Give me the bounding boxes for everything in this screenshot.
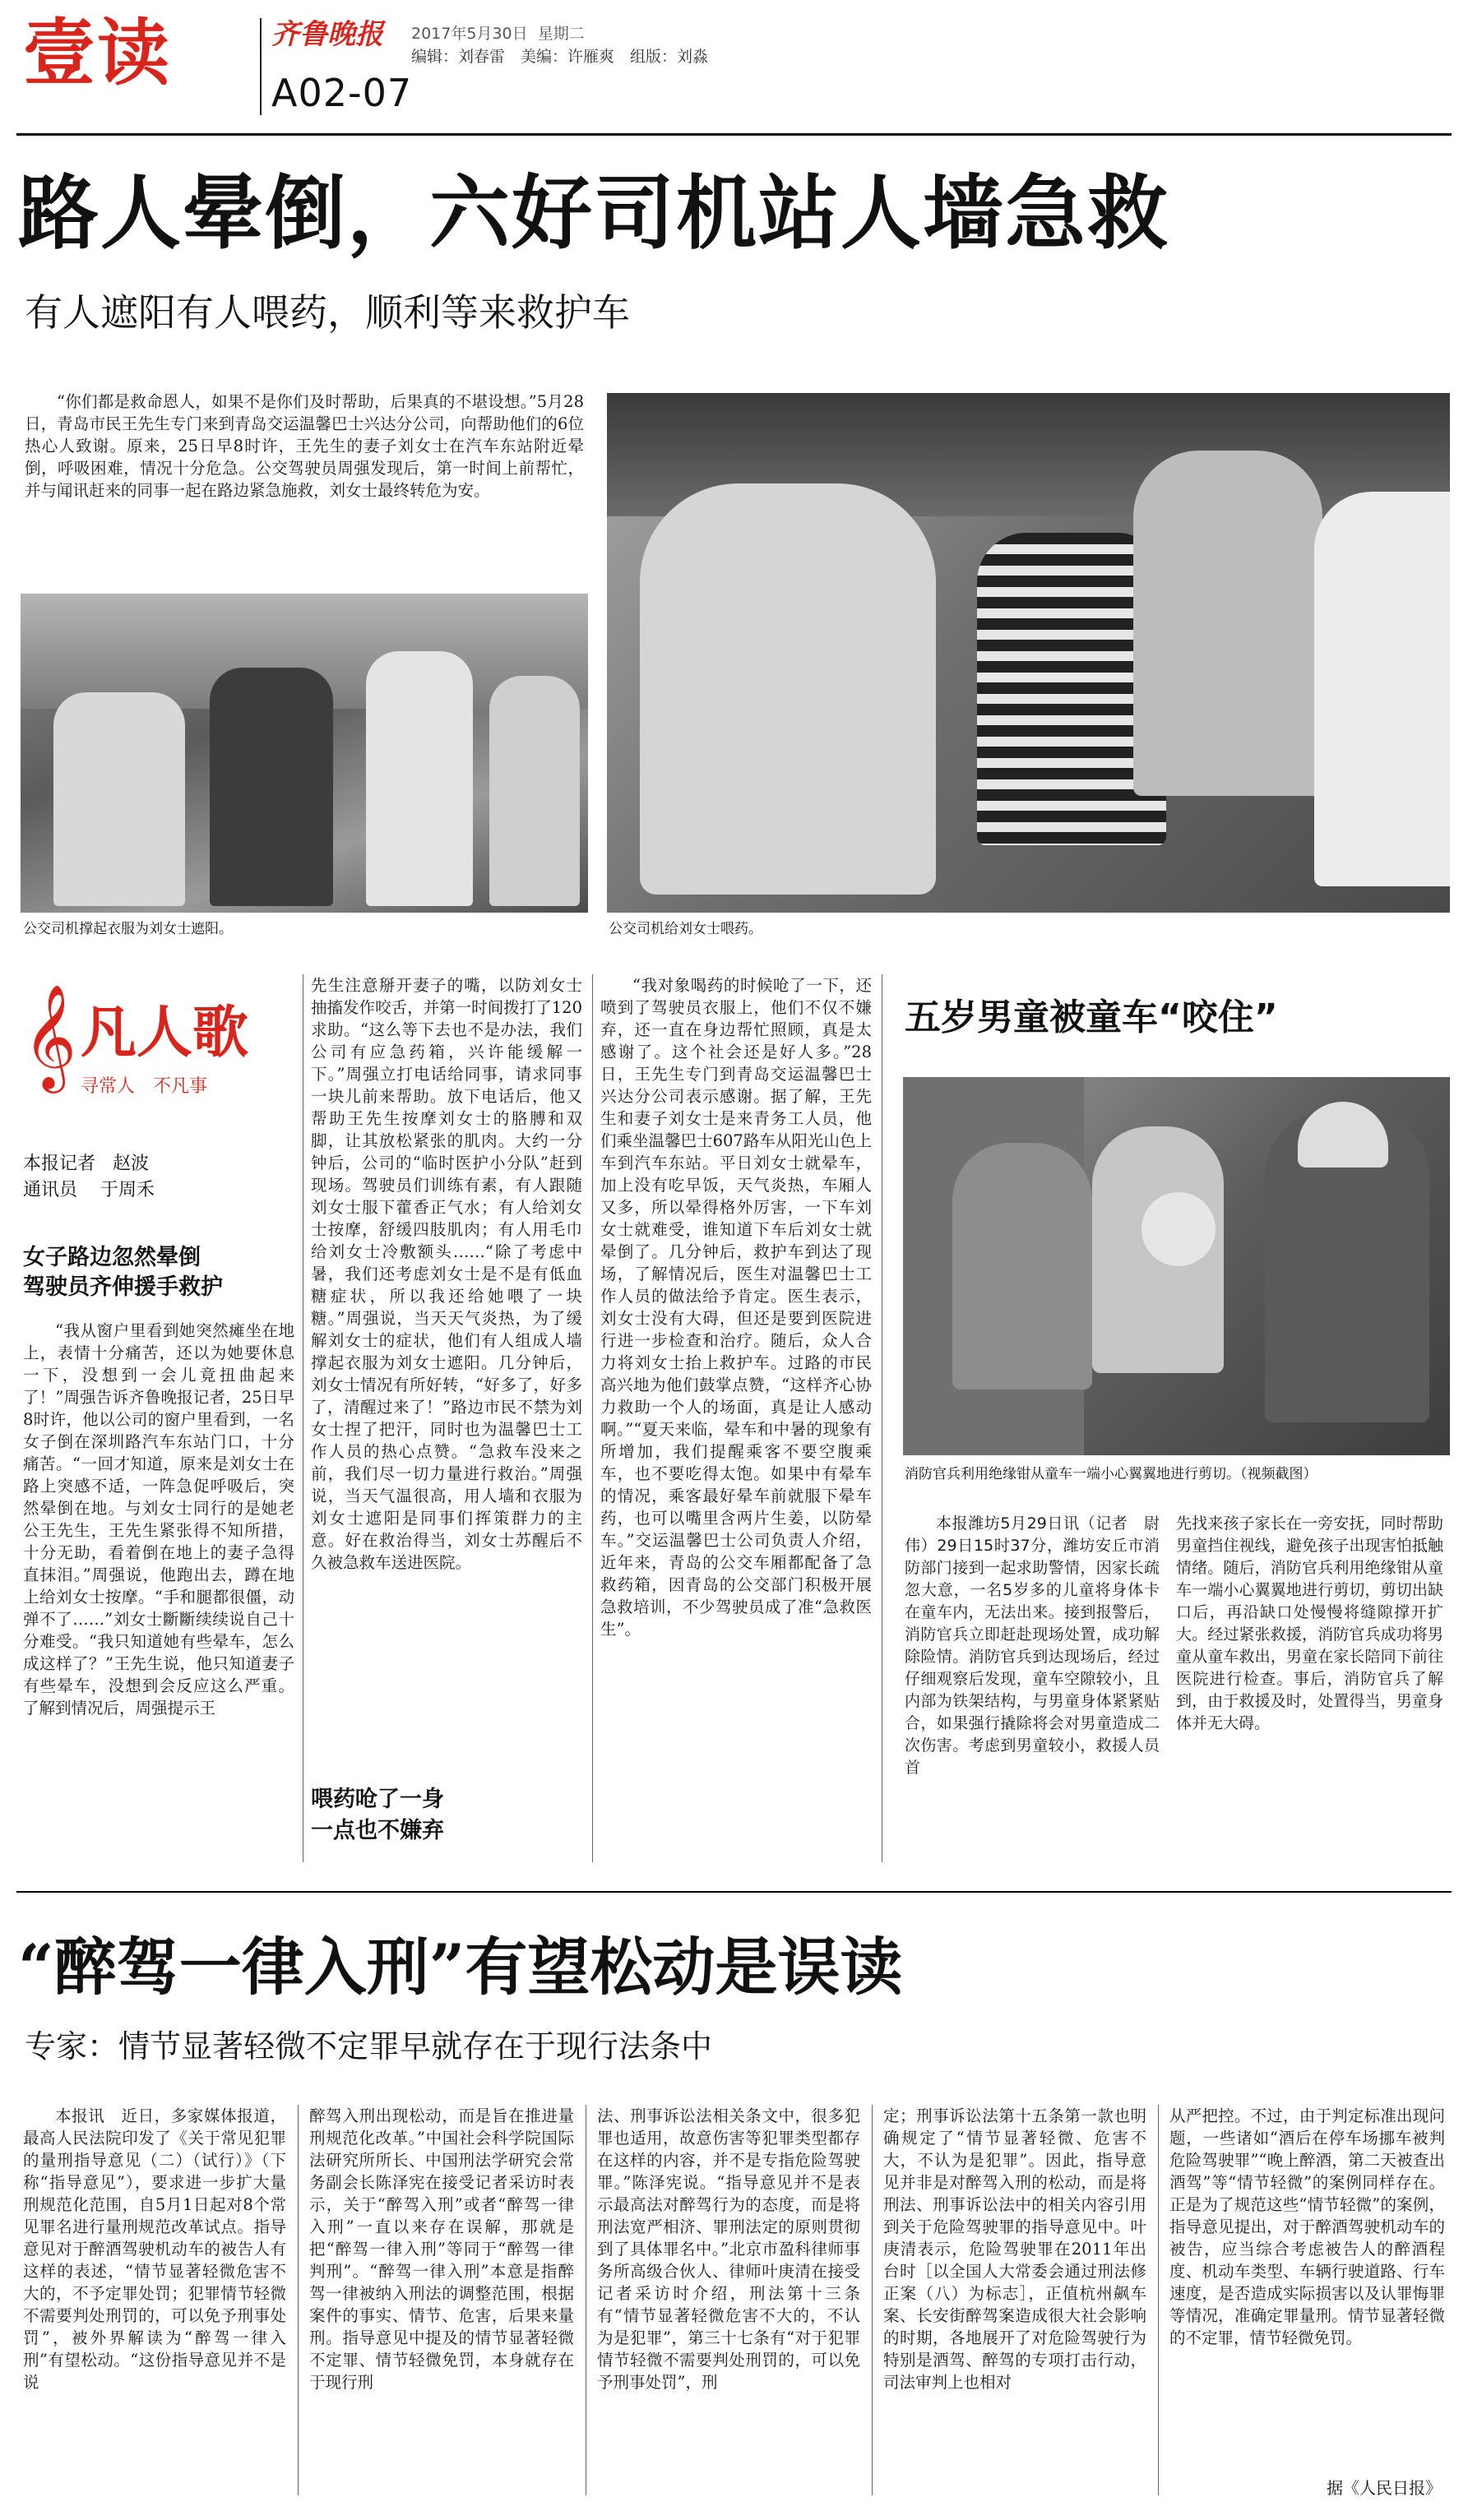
story2-column-b: 先找来孩子家长在一旁安抚，同时帮助男童挡住视线，避免孩子出现害怕抵触情绪。随后，消防官兵利用绝缘钳从童车一端小心翼翼地进行剪切，剪切出缺口后，再沿缺口处慢慢将缝隙撑开扩大。经过紧张救援，消防官兵成功将男童从童车救出，男童在家长陪同下前往医院进行检查。事后，消防官兵了解到，由于救援及时，处置得当，男童身体并无大碍。 [1176, 1514, 1443, 1732]
story1-column-1: “我从窗户里看到她突然瘫坐在地上，表情十分痛苦，还以为她要休息一下，没想到一会儿竟扭曲起来了！”周强告诉齐鲁晚报记者，25日早8时许，他以公司的窗户里看到，一名女子倒在深圳路汽车东站门口，十分痛苦。“一回才知道，原来是刘女士在路上突感不适，一阵急促呼吸后，突然晕倒在地。与刘女士同行的是她老公王先生，王先生紧张得不知所措，十分无助，看着倒在地上的妻子急得直抹泪。”周强说，他跑出去，蹲在地上给刘女士按摩。“手和腿都很僵，动弹不了……”刘女士斷斷续续说自己十分难受。“我只知道她有些晕车，怎么成这样了？”王先生说，他只知道妻子有些晕车，没想到会反应这么严重。了解到情况后，周强提示王 [23, 1321, 294, 1718]
column-name: 凡人歌 [81, 1000, 249, 1066]
photo-medicine [607, 393, 1450, 913]
correspondent-line: 通讯员 于周禾 [23, 1180, 155, 1200]
caption-left: 公交司机撑起衣服为刘女士遮阳。 [23, 921, 233, 937]
story3-source: 据《人民日报》 [1327, 2478, 1442, 2498]
issue-date: 2017年5月30日 星期二 [411, 25, 585, 43]
story3-column-5: 从严把控。不过，由于判定标准出现问题，一些诸如“酒后在停车场挪车被判危险驾驶罪”“晚上醉酒，第二天被查出酒驾”等“情节轻微”的案例同样存在。正是为了规范这些“情节轻微”的案例，指导意见提出，对于醉酒驾驶机动车的被告，应当综合考虑被告人的醉酒程度、机动车类型、车辆行驶道路、行车速度，是否造成实际损害以及认罪悔罪等情况，准确定罪量刑。情节显著轻微的不定罪，情节轻微免罚。 [1169, 2106, 1445, 2347]
page-number: A02-07 [271, 71, 413, 115]
section-rule [16, 1891, 1452, 1893]
photo-shading [21, 594, 588, 913]
story3-headline: “醉驾一律入刑”有望松动是误读 [18, 1930, 903, 2004]
music-note-icon: 𝄞 [23, 983, 77, 1089]
masthead [0, 0, 1468, 132]
story3-column-4: 定；刑事诉讼法第十五条第一款也明确规定了“情节显著轻微、危害不大，不认为是犯罪”。因此，指导意见并非是对醉驾入刑的松动，而是将刑法、刑事诉讼法中的相关内容引用到关于危险驾驶罪的指导意见中。叶庚清表示，危险驾驶罪在2011年出台时［以全国人大常委会通过刑法修正案（八）为标志］，正值杭州飙车案、长安街醉驾案造成很大社会影响的时期，各地展开了对危险驾驶行为特别是酒驾、醉驾的专项打击行动，司法审判上也相对 [883, 2106, 1146, 2392]
story1-subtitle-1: 女子路边忽然晕倒 驾驶员齐伸援手救护 [23, 1245, 223, 1300]
masthead-divider [260, 18, 262, 115]
story2-caption: 消防官兵利用绝缘钳从童车一端小心翼翼地进行剪切。（视频截图） [905, 1466, 1317, 1482]
story3-subhead: 专家：情节显著轻微不定罪早就存在于现行法条中 [25, 2028, 713, 2065]
photo-rescue [903, 1077, 1450, 1455]
story1-lead: “你们都是救命恩人，如果不是你们及时帮助，后果真的不堪设想。”5月28日，青岛市民王先生专门来到青岛交运温馨巴士兴达分公司，向帮助他们的6位热心人致谢。原来，25日早8时许，王先生的妻子刘女士在汽车东站附近晕倒，呼吸困难，情况十分危急。公交驾驶员周强发现后，第一时间上前帮忙，并与闻讯赶来的同事一起在路边紧急施救，刘女士最终转危为安。 [25, 392, 584, 500]
story1-column-2: 先生注意掰开妻子的嘴，以防刘女士抽搐发作咬舌，并第一时间拨打了120求助。“这么等下去也不是办法，我们公司有应急药箱，兴许能缓解一下。”周强立打电话给同事，请求同事一块儿前来帮助。放下电话后，他又帮助王先生按摩刘女士的胳膊和双脚，让其放松紧张的肌肉。大约一分钟后，公司的“临时医护小分队”赶到现场。驾驶员们训练有素，有人跟随刘女士服下藿香正气水；有人给刘女士按摩，舒缓四肢肌肉；有人用毛巾给刘女士冷敷额头……“除了考虑中暑，我们还考虑刘女士是不是有低血糖症状，所以我还给她喂了一块糖。”周强说，当天天气炎热，为了缓解刘女士的症状，他们有人组成人墙撑起衣服为刘女士遮阳。几分钟后，刘女士情况有所好转，“好多了，好多了，清醒过来了！”路边市民不禁为刘女士捏了把汗，同时也为温馨巴士工作人员的热心点赞。“急救车没来之前，我们尽一切力量进行救治。”周强说，当天气温很高，用人墙和衣服为刘女士遮阳是同事们挥策群力的主意。好在救治得当，刘女士苏醒后不久被急救车送进医院。 [311, 976, 582, 1572]
story1-headline: 路人晕倒，六好司机站人墙急救 [18, 166, 1170, 261]
story2-column-a: 本报潍坊5月29日讯（记者 尉伟）29日15时37分，潍坊安丘市消防部门接到一起求助警情，因家长疏忽大意，一名5岁多的儿童将身体卡在童车内，无法出来。接到报警后，消防官兵立即赶赴现场处置，成功解除险情。消防官兵到达现场后，经过仔细观察后发现，童车空隙较小，且内部为铁架结构，与男童身体紧紧贴合，如果强行撬除将会对男童造成二次伤害。考虑到男童较小，救援人员首 [905, 1514, 1160, 1777]
column-slogan: 寻常人 不凡事 [81, 1076, 208, 1097]
story3-column-1: 本报讯 近日，多家媒体报道，最高人民法院印发了《关于常见犯罪的量刑指导意见（二）（试行）》（下称“指导意见”），要求进一步扩大量刑规范化范围，自5月1日起对8个常见罪名进行量刑规范改革试点。指导意见对于醉酒驾驶机动车的被告人有这样的表述，“情节显著轻微危害不大的，不予定罪处罚；犯罪情节轻微不需要判处刑罚的，可以免予刑事处罚”，被外界解读为“醉驾一律入刑”有望松动。“这份指导意见并不是说 [23, 2106, 286, 2392]
story3-column-2: 醉驾入刑出现松动，而是旨在推进量刑规范化改革。”中国社会科学院国际法研究所所长、中国刑法学研究会常务副会长陈泽宪在接受记者采访时表示，关于“醉驾入刑”或者“醉驾一律入刑”一直以来存在误解，那就是把“醉驾一律入刑”等同于“醉驾一律判刑”。“醉驾一律入刑”本意是指醉驾一律被纳入刑法的调整范围，根据案件的事实、情节、危害，后果来量刑。指导意见中提及的情节显著轻微不定罪、情节轻微免罚，本身就存在于现行刑 [309, 2106, 574, 2392]
paper-logo: 齐鲁晚报 [271, 18, 383, 51]
story1-subtitle-2: 喂药呛了一身 一点也不嫌弃 [311, 1787, 444, 1843]
masthead-rule [16, 133, 1452, 136]
story2-headline: 五岁男童被童车“咬住” [905, 996, 1278, 1038]
story1-column-3: “我对象喝药的时候呛了一下，还喷到了驾驶员衣服上，他们不仅不嫌弃，还一直在身边帮忙照顾，真是太感谢了。这个社会还是好人多。”28日，王先生专门到青岛交运温馨巴士兴达分公司表示感谢。据了解，王先生和妻子刘女士是来青务工人员，他们乘坐温馨巴士607路车从阳光山色上车到汽车东站。平日刘女士就晕车，加上没有吃早饭，天气炎热，车厢人又多，所以晕得格外厉害，一下车刘女士就难受，谁知道下车后刘女士就晕倒了。几分钟后，救护车到达了现场，了解情况后，医生对温馨巴士工作人员的做法给予肯定。医生表示，刘女士没有大碍，但还是要到医院进行进一步检查和治疗。随后，众人合力将刘女士抬上救护车。过路的市民高兴地为他们鼓掌点赞，“这样齐心协力救助一个人的场面，真是让人感动啊。”“夏天来临，晕车和中暑的现象有所增加，我们提醒乘客不要空腹乘车，也不要吃得太饱。如果中有晕车的情况，乘客最好晕车前就服下晕车药，也可以嘴里含两片生姜，以防晕车。”交运温馨巴士公司负责人介绍，近年来，青岛的公交车厢都配备了急救药箱，因青岛的公交部门积极开展急救培训，不少驾驶员成了准“急救医生”。 [600, 976, 872, 1639]
story3-column-3: 法、刑事诉讼法相关条文中，很多犯罪也适用，故意伤害等犯罪类型都存在这样的内容，并不是专指危险驾驶罪。”陈泽宪说。“指导意见并不是表示最高法对醉驾行为的态度，而是将刑法宽严相济、罪刑法定的原则贯彻到了具体罪名中。”北京市盈科律师事务所高级合伙人、律师叶庚清在接受记者采访时介绍，刑法第十三条有“情节显著轻微危害不大的，不认为是犯罪”，第三十七条有“对于犯罪情节轻微不需要判处刑罚的，可以免予刑事处罚”，刑 [597, 2106, 860, 2392]
story1-subhead: 有人遮阳有人喂药，顺利等来救护车 [25, 290, 630, 335]
staff-credits: 编辑：刘春雷 美编：许雁爽 组版：刘淼 [411, 48, 709, 66]
column-logo [23, 983, 286, 1106]
caption-right: 公交司机给刘女士喂药。 [609, 921, 762, 937]
reporter-line: 本报记者 赵波 [23, 1154, 150, 1174]
section-title: 壹读 [23, 10, 172, 95]
